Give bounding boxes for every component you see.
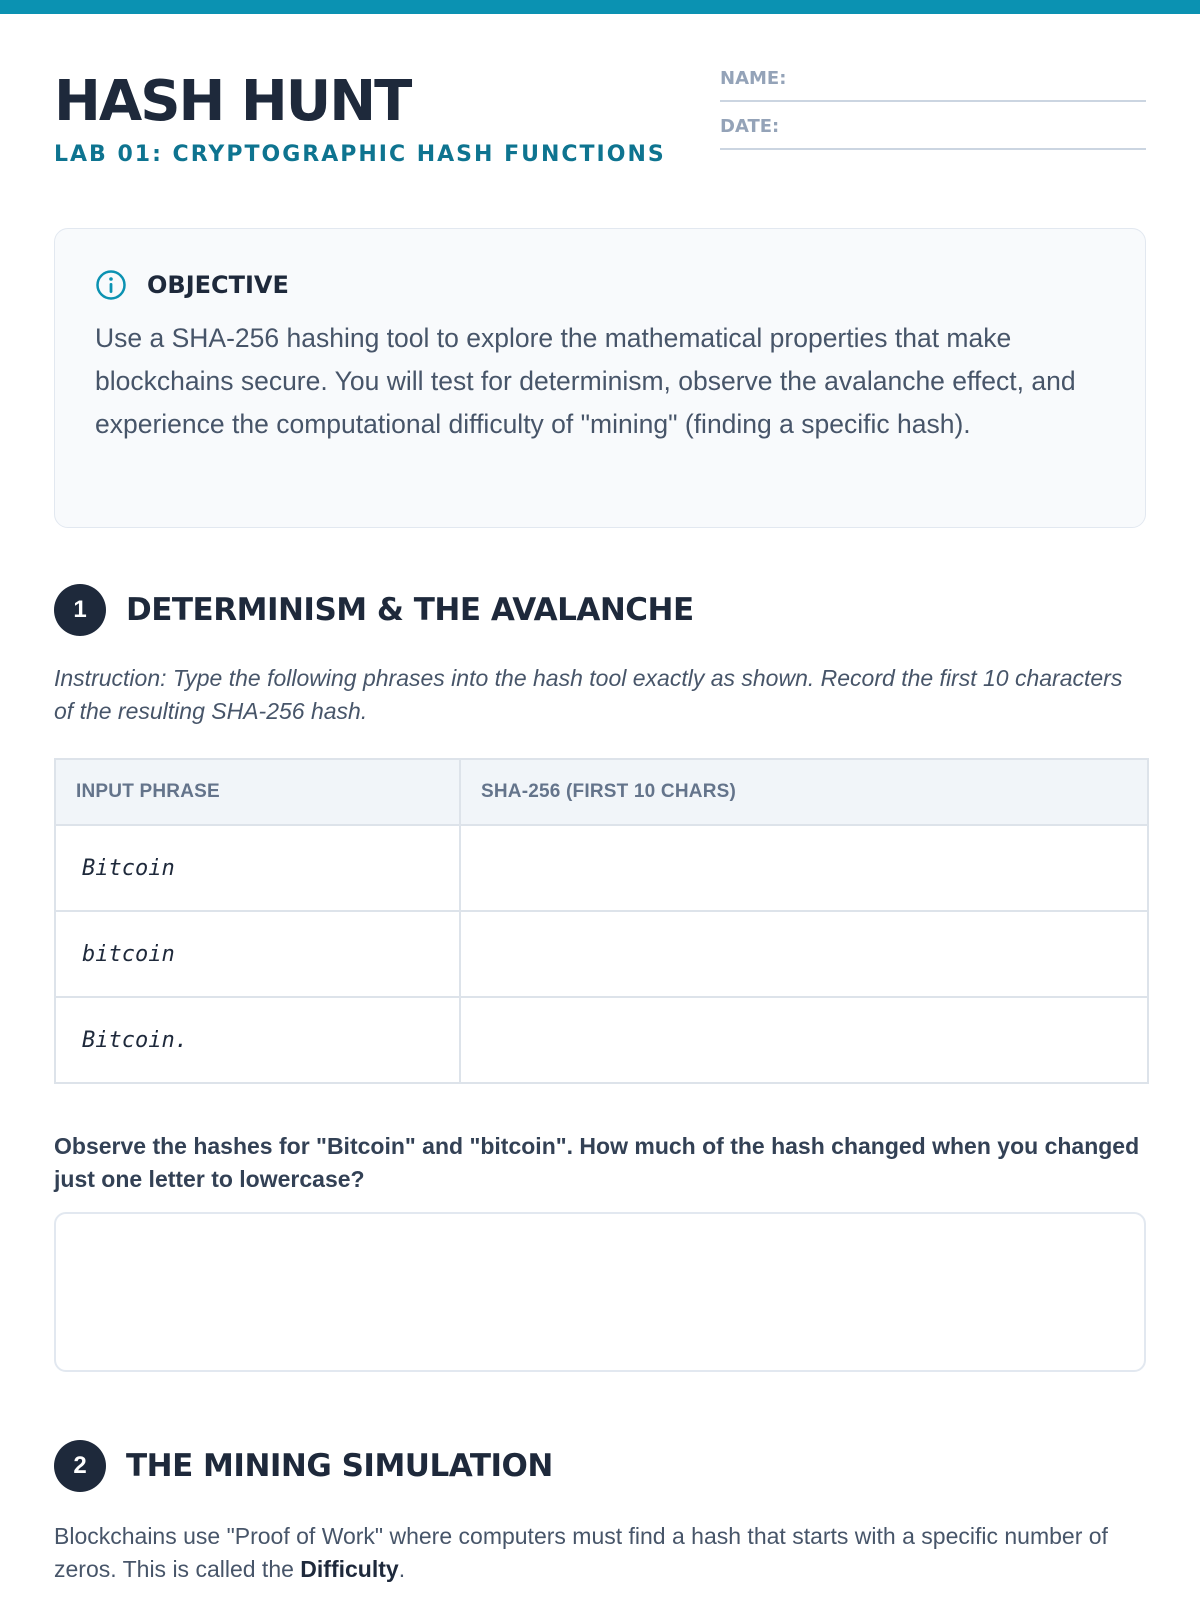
mining-intro-text-start: Blockchains use "Proof of Work" where computers must find a hash that starts with a specific number of zeros. This is called the bbox=[54, 1523, 1108, 1582]
hash-answer-cell[interactable] bbox=[460, 911, 1148, 997]
section-title: DETERMINISM & THE AVALANCHE bbox=[126, 592, 694, 628]
objective-box bbox=[54, 228, 1146, 528]
top-accent-bar bbox=[0, 0, 1200, 14]
objective-header bbox=[95, 265, 1105, 305]
column-header-input-phrase: INPUT PHRASE bbox=[55, 759, 460, 825]
input-phrase-cell: Bitcoin bbox=[55, 825, 460, 911]
name-field[interactable] bbox=[720, 64, 1146, 102]
section-number-badge: 1 bbox=[54, 584, 106, 636]
section-title: THE MINING SIMULATION bbox=[126, 1448, 553, 1484]
mining-intro-text-end: . bbox=[398, 1556, 406, 1582]
objective-text: Use a SHA-256 hashing tool to explore the mathematical properties that make blockchains secure. You will test for determinism, observe the avalanche effect, and experience the computational difficulty of "mining" (finding a specific hash). bbox=[95, 323, 1076, 439]
table-header-row bbox=[55, 759, 1148, 825]
input-phrase-cell: Bitcoin. bbox=[55, 997, 460, 1083]
date-field[interactable] bbox=[720, 112, 1146, 150]
objective-title: OBJECTIVE bbox=[147, 271, 289, 299]
table-row bbox=[55, 911, 1148, 997]
hash-answer-cell[interactable] bbox=[460, 997, 1148, 1083]
section-number-badge: 2 bbox=[54, 1440, 106, 1492]
worksheet-header bbox=[54, 64, 1146, 184]
date-label: DATE: bbox=[720, 116, 780, 137]
mining-intro-text bbox=[54, 1520, 1154, 1586]
hash-record-table bbox=[54, 758, 1149, 1084]
input-phrase-cell: bitcoin bbox=[55, 911, 460, 997]
hash-answer-cell[interactable] bbox=[460, 825, 1148, 911]
avalanche-question: Observe the hashes for "Bitcoin" and "bitcoin". How much of the hash changed when you changed just one letter to lowercase? bbox=[54, 1133, 1140, 1192]
table-row bbox=[55, 825, 1148, 911]
section-2-heading bbox=[54, 1440, 553, 1492]
answer-box[interactable] bbox=[54, 1212, 1146, 1372]
worksheet-subtitle: LAB 01: CRYPTOGRAPHIC HASH FUNCTIONS bbox=[54, 142, 666, 167]
table-row bbox=[55, 997, 1148, 1083]
column-header-hash: SHA-256 (FIRST 10 CHARS) bbox=[460, 759, 1148, 825]
difficulty-term: Difficulty bbox=[300, 1556, 399, 1582]
section-1-heading bbox=[54, 584, 694, 636]
name-label: NAME: bbox=[720, 68, 787, 89]
worksheet-title: HASH HUNT bbox=[54, 69, 411, 134]
instruction-text: Instruction: Type the following phrases into the hash tool exactly as shown. Record the first 10 characters of the resulting SHA-256 hash. bbox=[54, 665, 1123, 724]
info-icon bbox=[95, 269, 127, 301]
